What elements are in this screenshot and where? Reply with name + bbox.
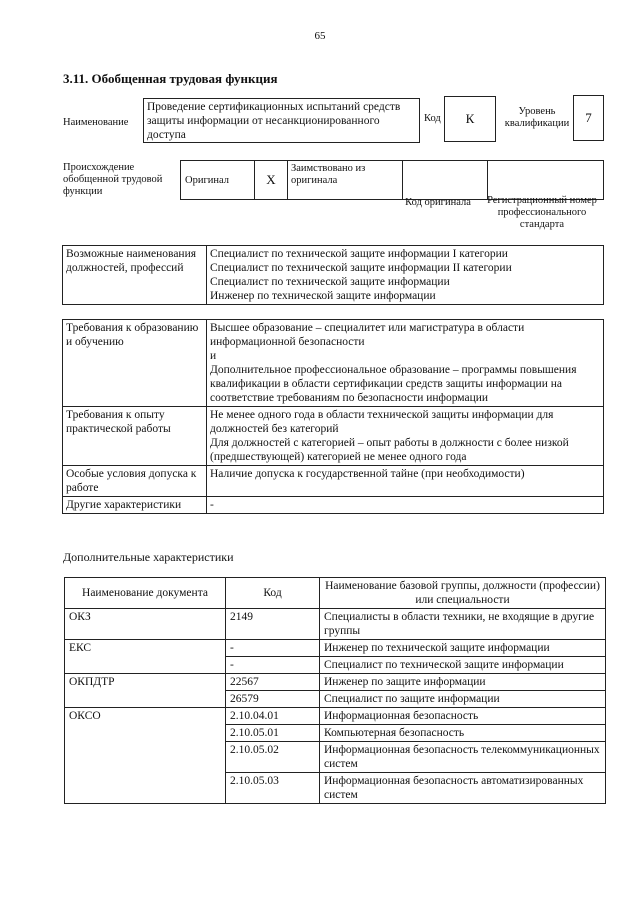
doc-code: - [226, 657, 320, 674]
level-value: 7 [573, 95, 604, 141]
experience-line: Для должностей с категорией – опыт работы в должности с более низкой (предшествующей) категорией не менее одного года [210, 437, 569, 463]
other-characteristics-label: Другие характеристики [63, 497, 207, 514]
reg-number-caption: Регистрационный номер профессионального стандарта [487, 195, 597, 230]
doc-code: 2149 [226, 609, 320, 640]
doc-name: ОКПДТР [65, 674, 226, 708]
doc-group: Информационная безопасность автоматизированных систем [320, 773, 606, 804]
access-conditions-label: Особые условия допуска к работе [63, 466, 207, 497]
header-code: Код [226, 578, 320, 609]
table-row [65, 640, 606, 657]
other-characteristics-cell: - [207, 497, 604, 514]
doc-code: 2.10.04.01 [226, 708, 320, 725]
education-line: Дополнительное профессиональное образование – программы повышения квалификации в области сертификации средств защиты информации на соответствие требованиям по безопасности информации [210, 364, 577, 404]
access-conditions-cell: Наличие допуска к государственной тайне (при необходимости) [207, 466, 604, 497]
doc-code: 26579 [226, 691, 320, 708]
table-row [65, 708, 606, 725]
position-item: Специалист по технической защите информации II категории [210, 262, 512, 274]
doc-code: 2.10.05.01 [226, 725, 320, 742]
doc-group: Информационная безопасность телекоммуникационных систем [320, 742, 606, 773]
origin-label: Происхождение обобщенной трудовой функции [63, 162, 163, 197]
education-line: и [210, 350, 217, 362]
education-label: Требования к образованию и обучению [63, 320, 207, 407]
position-item: Специалист по технической защите информации [210, 276, 450, 288]
doc-code: 2.10.05.03 [226, 773, 320, 804]
education-cell [207, 320, 604, 407]
requirements-table [62, 319, 604, 514]
doc-group: Инженер по технической защите информации [320, 640, 606, 657]
doc-name: ОКЗ [65, 609, 226, 640]
name-label: Наименование [63, 117, 129, 128]
position-item: Специалист по технической защите информации I категории [210, 248, 508, 260]
doc-code: - [226, 640, 320, 657]
position-item: Инженер по технической защите информации [210, 290, 436, 302]
original-code-cell [403, 161, 488, 200]
experience-line: Не менее одного года в области технической защиты информации для должностей без категорий [210, 409, 554, 435]
original-label: Оригинал [181, 161, 255, 200]
experience-cell [207, 407, 604, 466]
header-group: Наименование базовой группы, должности (профессии) или специальности [320, 578, 606, 609]
page-number: 65 [314, 30, 326, 42]
additional-title: Дополнительные характеристики [63, 550, 234, 564]
section-title: 3.11. Обобщенная трудовая функция [63, 71, 278, 86]
origin-table [180, 160, 604, 200]
doc-group: Специалисты в области техники, не входящие в другие группы [320, 609, 606, 640]
reg-number-cell [488, 161, 604, 200]
doc-group: Информационная безопасность [320, 708, 606, 725]
additional-table [64, 577, 606, 804]
positions-cell [207, 246, 604, 305]
education-line: Высшее образование – специалитет или магистратура в области информационной безопасности [210, 322, 525, 348]
positions-label: Возможные наименования должностей, профессий [63, 246, 207, 305]
code-label: Код [424, 113, 441, 124]
positions-table [62, 245, 604, 305]
table-row [65, 674, 606, 691]
doc-group: Инженер по защите информации [320, 674, 606, 691]
doc-name: ЕКС [65, 640, 226, 674]
doc-code: 2.10.05.02 [226, 742, 320, 773]
doc-group: Компьютерная безопасность [320, 725, 606, 742]
borrowed-label: Заимствовано из оригинала [288, 161, 403, 200]
header-document: Наименование документа [65, 578, 226, 609]
doc-name: ОКСО [65, 708, 226, 804]
original-code-caption: Код оригинала [405, 197, 471, 208]
table-row [65, 609, 606, 640]
doc-group: Специалист по технической защите информации [320, 657, 606, 674]
function-name: Проведение сертификационных испытаний средств защиты информации от несанкционированного доступа [143, 98, 420, 143]
doc-group: Специалист по защите информации [320, 691, 606, 708]
original-mark: Х [255, 161, 288, 200]
doc-code: 22567 [226, 674, 320, 691]
experience-label: Требования к опыту практической работы [63, 407, 207, 466]
code-value: К [444, 96, 496, 142]
level-label: Уровень квалификации [504, 106, 570, 129]
